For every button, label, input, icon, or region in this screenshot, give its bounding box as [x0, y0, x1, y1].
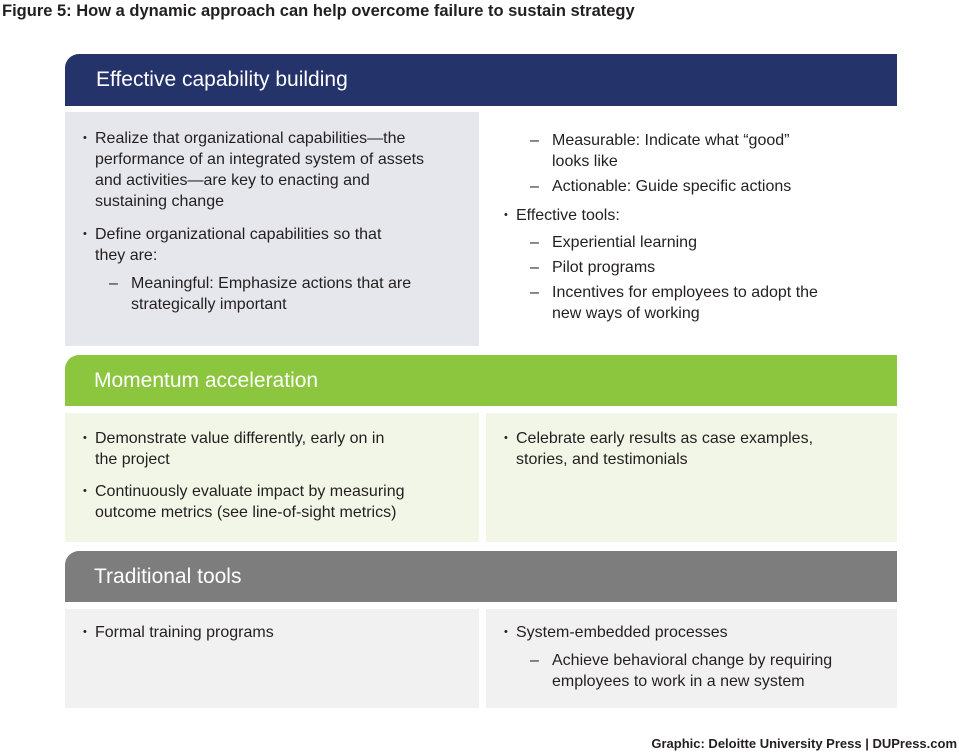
list-item: • Celebrate early results as case examples, stories, and testimonials — [504, 430, 814, 468]
dash-icon: – — [530, 132, 539, 149]
bullet-icon: • — [83, 432, 87, 444]
dash-icon: – — [530, 259, 539, 276]
dash-icon: – — [530, 652, 539, 669]
bullet-icon: • — [504, 626, 508, 638]
section-title: Momentum acceleration — [94, 368, 319, 392]
list-item: • Define organizational capabilities so that they are: — [83, 226, 382, 264]
capability-right-panel — [486, 112, 897, 346]
section-header-traditional-tools — [65, 551, 897, 602]
traditional-left-panel — [65, 609, 479, 708]
sub-list-item: – Meaningful: Emphasize actions that are strategically important — [109, 275, 412, 313]
bullet-icon: • — [504, 209, 508, 221]
dash-icon: – — [530, 234, 539, 251]
list-item: • Effective tools: — [504, 207, 620, 224]
list-item: • Continuously evaluate impact by measuring outcome metrics (see line-of-sight metrics) — [83, 483, 405, 521]
sub-list-item: – Incentives for employees to adopt the new ways of working — [530, 284, 818, 322]
bullet-icon: • — [83, 485, 87, 497]
bullet-icon: • — [83, 626, 87, 638]
sub-list-item: – Achieve behavioral change by requiring employees to work in a new system — [530, 652, 833, 690]
sub-list-item: – Experiential learning — [530, 234, 697, 251]
capability-left-panel — [65, 112, 479, 346]
section-header-momentum-acceleration — [65, 355, 897, 406]
traditional-right-panel — [486, 609, 897, 708]
dash-icon: – — [530, 284, 539, 301]
list-item: • Formal training programs — [83, 624, 274, 641]
section-header-capability-building — [65, 54, 897, 106]
section-title: Traditional tools — [94, 564, 242, 588]
bullet-icon: • — [504, 432, 508, 444]
bullet-icon: • — [83, 132, 87, 144]
sub-list-item: – Pilot programs — [530, 259, 656, 276]
momentum-left-panel — [65, 413, 479, 542]
list-item: • Demonstrate value differently, early on in the project — [83, 430, 385, 468]
list-item: • Realize that organizational capabilities—the performance of an integrated system of assets and activities—are key to enacting and sustaining change — [83, 130, 425, 210]
section-title: Effective capability building — [96, 68, 348, 91]
figure-title: Figure 5: How a dynamic approach can help overcome failure to sustain strategy — [2, 2, 635, 20]
momentum-right-panel — [486, 413, 897, 542]
graphic-credit: Graphic: Deloitte University Press | DUPress.com — [651, 736, 957, 751]
sub-list-item: – Measurable: Indicate what “good” looks like — [530, 132, 790, 170]
sub-list-item: – Actionable: Guide specific actions — [530, 178, 792, 195]
bullet-icon: • — [83, 228, 87, 240]
list-item: • System-embedded processes — [504, 624, 728, 641]
dash-icon: – — [109, 275, 118, 292]
dash-icon: – — [530, 178, 539, 195]
